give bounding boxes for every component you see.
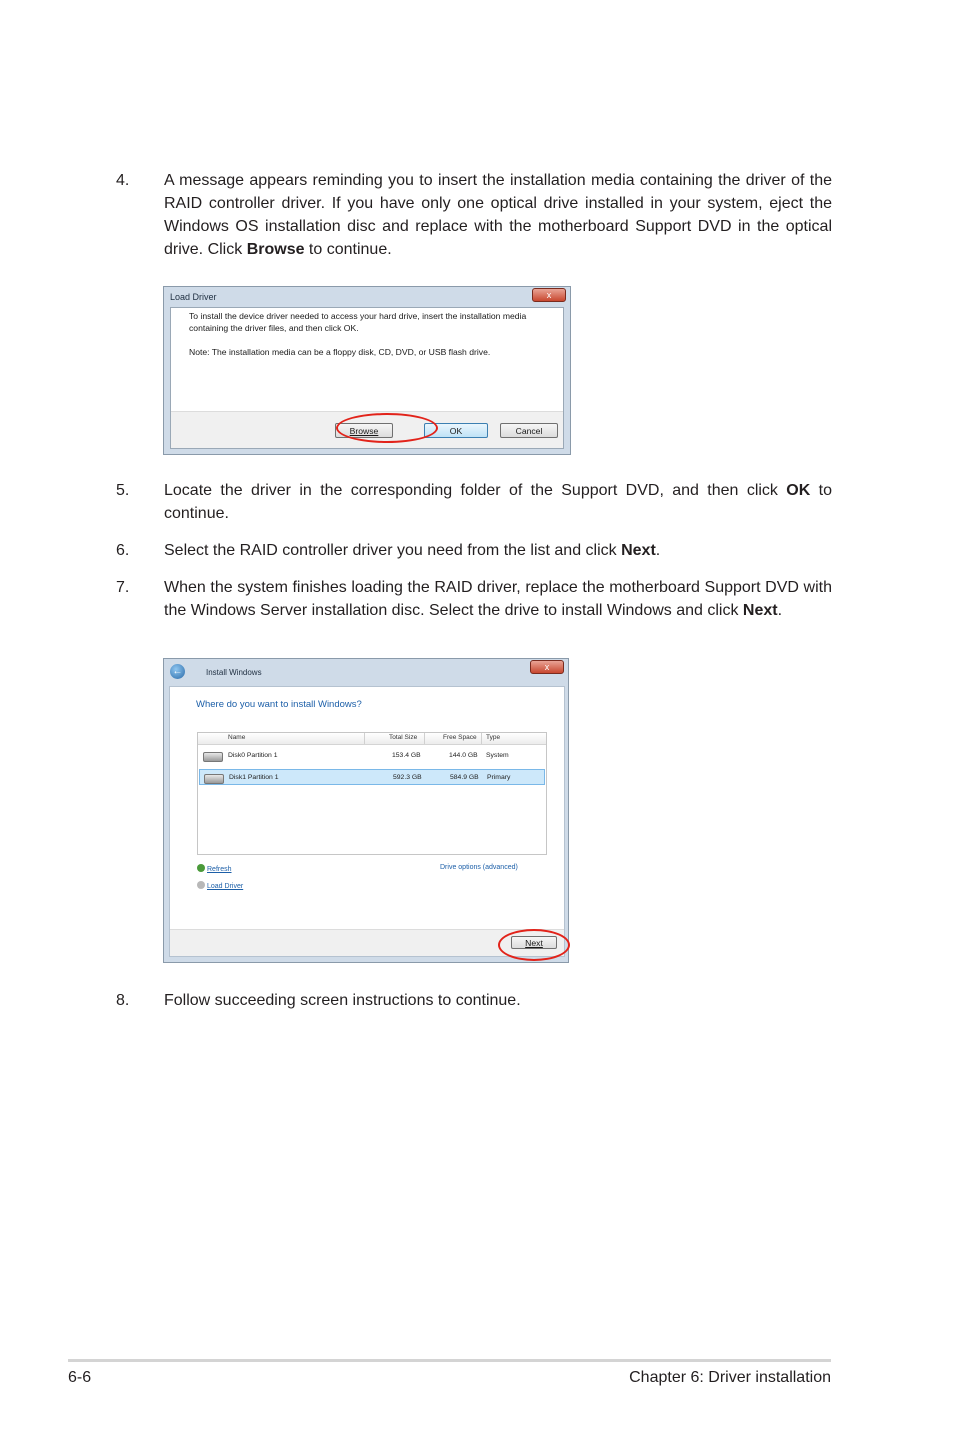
refresh-icon — [197, 864, 205, 872]
step-number: 7. — [116, 579, 130, 596]
step-number: 5. — [116, 482, 130, 499]
dialog-message: To install the device driver needed to access your hard drive, insert the installation media containing the driver files, and then click OK. — [189, 311, 527, 333]
step-text: A message appears reminding you to insert the installation media containing the driver of the RAID controller driver. If you have only one optical drive installed in your system, eject the Windows OS installation disc and replace with the motherboard Support DVD in the optical drive. Click Browse to continue. — [164, 172, 832, 258]
col-free-space[interactable]: Free Space — [443, 734, 477, 741]
dialog-title: Install Windows — [206, 668, 262, 677]
footer-rule — [68, 1359, 831, 1362]
step-text: Select the RAID controller driver you need from the list and click Next. — [164, 542, 661, 559]
table-header — [198, 733, 546, 745]
ok-button[interactable]: OK — [424, 423, 488, 438]
step-6 — [116, 539, 832, 562]
col-total-size[interactable]: Total Size — [389, 734, 418, 741]
load-driver-link[interactable]: Load Driver — [197, 881, 243, 890]
step-number: 4. — [116, 172, 130, 189]
hard-drive-icon — [204, 774, 224, 784]
drive-options-link[interactable]: Drive options (advanced) — [440, 864, 518, 871]
step-4 — [116, 169, 832, 261]
disc-icon — [197, 881, 205, 889]
next-button[interactable]: Next — [511, 936, 557, 949]
refresh-link[interactable]: Refresh — [197, 864, 232, 873]
highlight-circle — [498, 929, 570, 961]
cancel-button[interactable]: Cancel — [500, 423, 558, 438]
table-row[interactable]: Disk0 Partition 1 153.4 GB 144.0 GB System — [199, 748, 545, 764]
dialog-note: Note: The installation media can be a floppy disk, CD, DVD, or USB flash drive. — [189, 347, 491, 357]
page-number: 6-6 — [68, 1369, 92, 1386]
page-heading: Where do you want to install Windows? — [196, 699, 362, 710]
step-7 — [116, 576, 832, 622]
close-button[interactable]: x — [532, 288, 566, 302]
close-button[interactable]: x — [530, 660, 564, 674]
step-text: Follow succeeding screen instructions to continue. — [164, 992, 521, 1009]
dialog-content — [169, 686, 565, 957]
step-number: 6. — [116, 542, 130, 559]
highlight-circle — [336, 413, 438, 443]
table-row-selected[interactable]: Disk1 Partition 1 592.3 GB 584.9 GB Primary — [199, 769, 545, 785]
step-5 — [116, 479, 832, 525]
dialog-title: Load Driver — [170, 292, 217, 302]
partition-table — [197, 732, 547, 855]
step-8 — [116, 989, 832, 1012]
back-arrow-icon[interactable]: ← — [170, 664, 185, 679]
install-windows-dialog — [163, 658, 569, 963]
col-name[interactable]: Name — [228, 734, 246, 741]
col-type[interactable]: Type — [486, 734, 501, 741]
chapter-title: Chapter 6: Driver installation — [629, 1369, 831, 1386]
load-driver-dialog — [163, 286, 571, 455]
browse-button[interactable]: Browse — [335, 423, 393, 438]
hard-drive-icon — [203, 752, 223, 762]
step-number: 8. — [116, 992, 130, 1009]
step-text: When the system finishes loading the RAID driver, replace the motherboard Support DVD with the Windows Server installation disc. Select the drive to install Windows and click Next. — [164, 579, 832, 619]
step-text: Locate the driver in the corresponding folder of the Support DVD, and then click OK to continue. — [164, 482, 833, 522]
